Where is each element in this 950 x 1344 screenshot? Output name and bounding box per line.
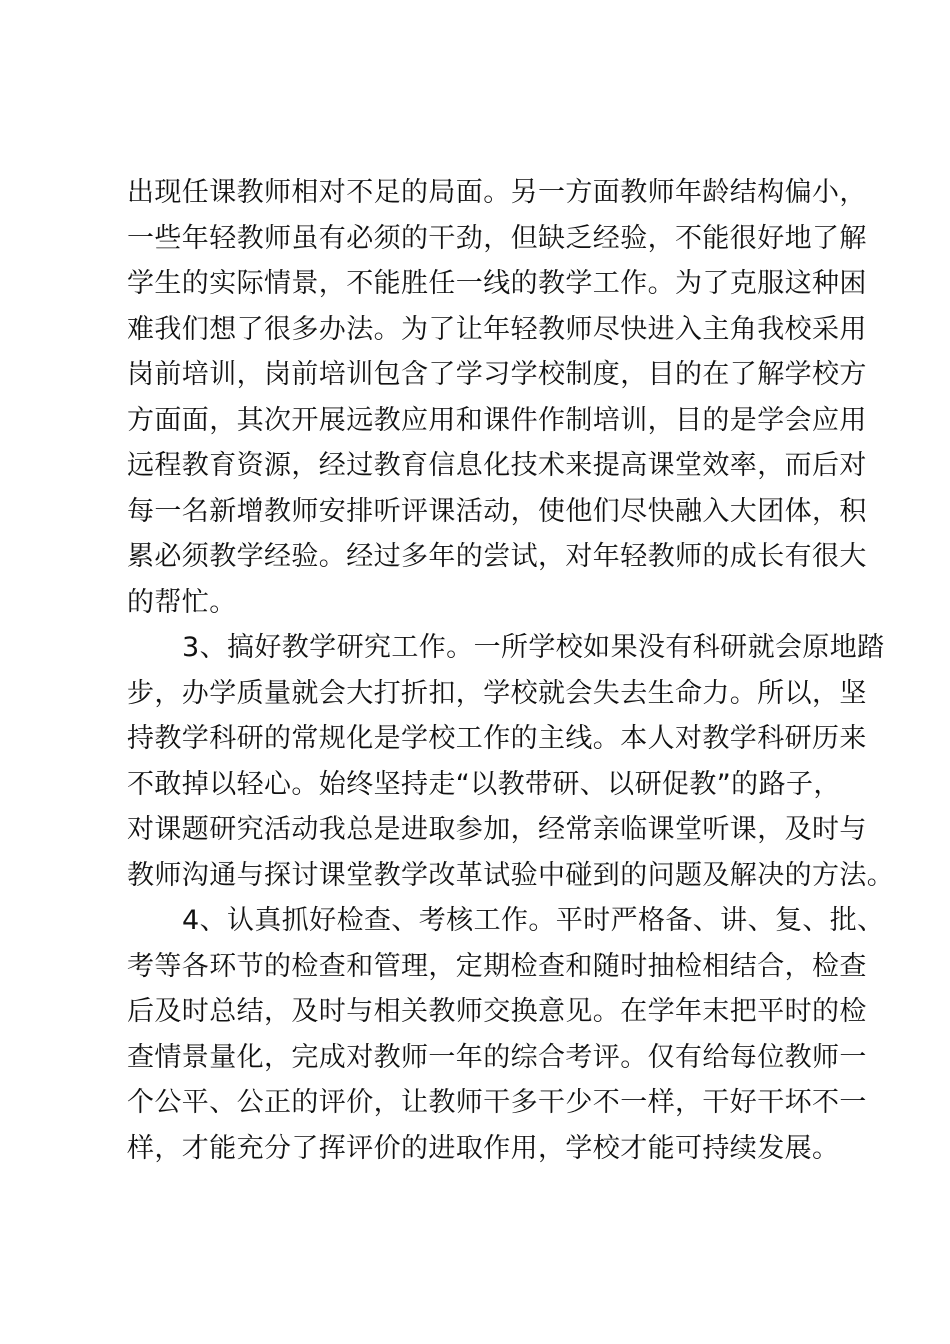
- text-line: 难我们想了很多办法。为了让年轻教师尽快进入主角我校采用: [127, 313, 867, 345]
- text-line: 出现任课教师相对不足的局面。另一方面教师年龄结构偏小，: [127, 177, 867, 208]
- text-line: 岗前培训，岗前培训包含了学习学校制度，目的在了解学校方: [127, 359, 867, 390]
- text-line: 不敢掉以轻心。始终坚持走“以教带研、以研促教”的路子，: [127, 768, 841, 800]
- text-line: 个公平、公正的评价，让教师干多干少不一样，干好干坏不一: [127, 1087, 867, 1118]
- text-line: 累必须教学经验。经过多年的尝试，对年轻教师的成长有很大: [127, 541, 867, 572]
- text-line: 远程教育资源，经过教育信息化技术来提高课堂效率，而后对: [127, 450, 867, 481]
- text-line: 教师沟通与探讨课堂教学改革试验中碰到的问题及解决的方法。: [127, 859, 895, 891]
- text-line: 步，办学质量就会大打折扣，学校就会失去生命力。所以，坚: [127, 677, 867, 709]
- text-line: 的帮忙。: [127, 586, 237, 618]
- text-line: 方面面，其次开展远教应用和课件作制培训，目的是学会应用: [127, 404, 867, 436]
- text-line: 对课题研究活动我总是进取参加，经常亲临课堂听课，及时与: [127, 814, 867, 845]
- paragraph-3-first-line: 3、搞好教学研究工作。一所学校如果没有科研就会原地踏: [182, 632, 885, 663]
- document-body: [127, 170, 895, 1171]
- text-line: 样，才能充分了挥评价的进取作用，学校才能可持续发展。: [127, 1132, 840, 1164]
- paragraph-4-first-line: 4、认真抓好检查、考核工作。平时严格备、讲、复、批、: [182, 905, 885, 936]
- text-line: 每一名新增教师安排听评课活动，使他们尽快融入大团体，积: [127, 495, 867, 527]
- text-line: 一些年轻教师虽有必须的干劲，但缺乏经验，不能很好地了解: [127, 222, 867, 254]
- text-line: 考等各环节的检查和管理，定期检查和随时抽检相结合，检查: [127, 950, 867, 982]
- text-line: 学生的实际情景，不能胜任一线的教学工作。为了克服这种困: [127, 268, 867, 299]
- text-line: 查情景量化，完成对教师一年的综合考评。仅有给每位教师一: [127, 1041, 867, 1073]
- text-line: 持教学科研的常规化是学校工作的主线。本人对教学科研历来: [127, 723, 867, 754]
- text-line: 后及时总结，及时与相关教师交换意见。在学年末把平时的检: [127, 996, 867, 1027]
